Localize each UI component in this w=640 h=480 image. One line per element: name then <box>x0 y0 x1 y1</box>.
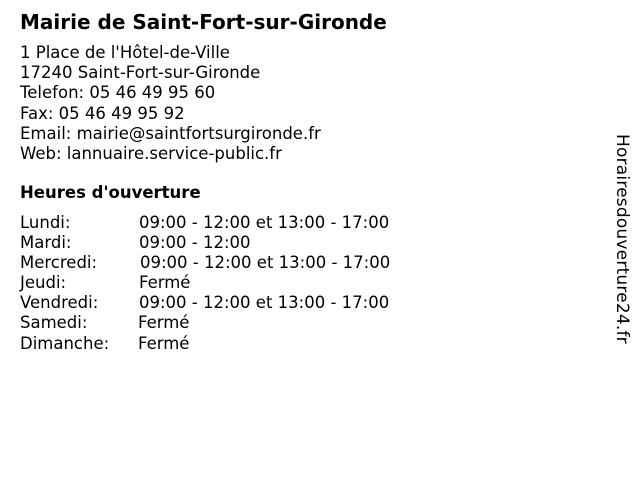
day-label: Samedi: <box>20 313 88 333</box>
web-line: Web: lannuaire.service-public.fr <box>20 144 282 164</box>
hours-value: Fermé <box>138 333 190 353</box>
day-label: Mardi: <box>20 233 72 253</box>
address-line-2: 17240 Saint-Fort-sur-Gironde <box>20 63 261 83</box>
hours-value: 09:00 - 12:00 <box>139 233 251 253</box>
day-label: Vendredi: <box>20 293 99 313</box>
phone-line: Telefon: 05 46 49 95 60 <box>20 83 216 103</box>
address-line-1: 1 Place de l'Hôtel-de-Ville <box>20 43 230 62</box>
fax-line: Fax: 05 46 49 95 92 <box>20 103 185 123</box>
hours-value: 09:00 - 12:00 et 13:00 - 17:00 <box>140 253 391 273</box>
site-watermark: Horairesdouverture24.fr <box>612 134 632 344</box>
contact-block <box>20 43 321 164</box>
day-label: Lundi: <box>20 213 71 232</box>
page-title: Mairie de Saint-Fort-sur-Gironde <box>20 10 387 34</box>
hours-value: 09:00 - 12:00 et 13:00 - 17:00 <box>139 213 390 232</box>
hours-value: Fermé <box>139 273 191 293</box>
email-line: Email: mairie@saintfortsurgironde.fr <box>20 123 321 143</box>
day-label: Dimanche: <box>20 333 110 353</box>
day-label: Mercredi: <box>20 253 98 273</box>
day-label: Jeudi: <box>20 273 67 293</box>
hours-heading: Heures d'ouverture <box>20 183 201 202</box>
hours-value: 09:00 - 12:00 et 13:00 - 17:00 <box>139 293 390 313</box>
hours-value: Fermé <box>138 313 190 333</box>
